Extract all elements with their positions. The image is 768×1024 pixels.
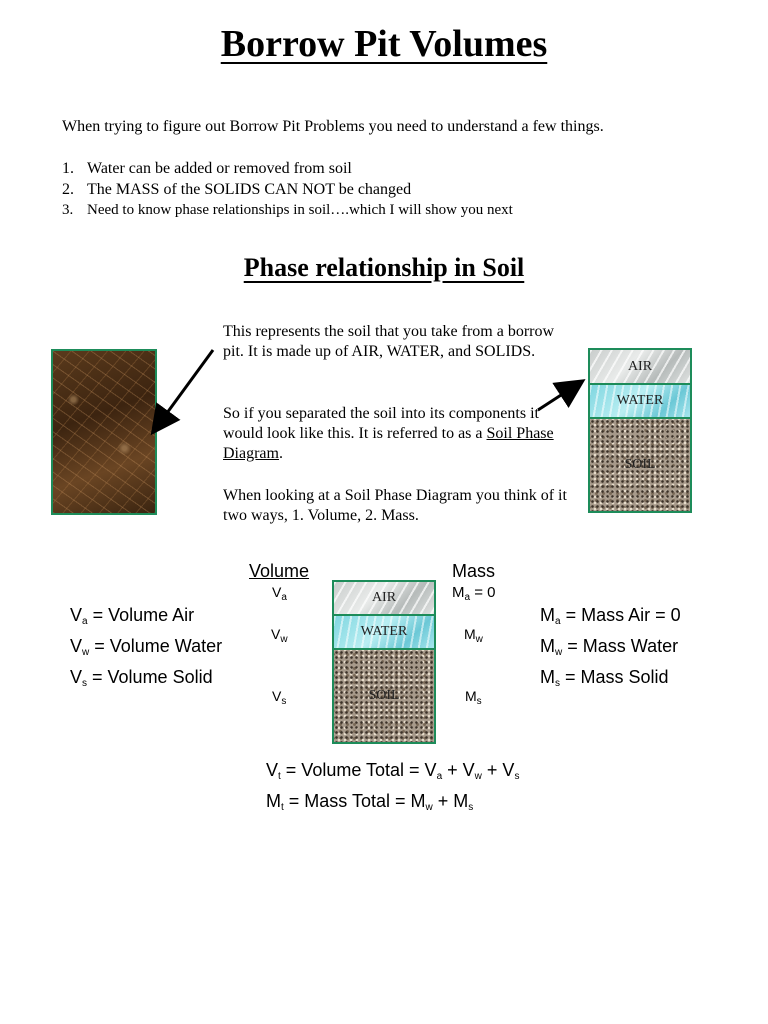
paragraph-soil-sample: This represents the soil that you take from a borrow pit. It is made up of AIR, WATER, and SOLIDS. — [223, 323, 555, 360]
definition-va: $V_a$ = Volume Air — [70, 605, 195, 627]
water-layer: WATER — [590, 385, 690, 417]
soil-layer: SOIL — [334, 650, 434, 742]
phase-diagram-main — [332, 580, 436, 744]
section-title: Phase relationship in Soil — [243, 253, 525, 282]
symbol-mw: $M_w$ — [464, 626, 483, 645]
equation-mass-total: $M_t$ = Mass Total = $M_w + M_s$ — [266, 791, 474, 813]
water-layer: WATER — [334, 616, 434, 648]
definition-vs: $V_s$ = Volume Solid — [70, 667, 213, 689]
definition-ma: $M_a$ = Mass Air = 0 — [540, 605, 681, 627]
arrow-to-soil-sample — [156, 350, 213, 428]
page-title: Borrow Pit Volumes — [220, 23, 548, 65]
paragraph-phase-diagram: So if you separated the soil into its components it would look like this. It is referred to as a Soil Phase Diagram. — [223, 405, 554, 462]
list-item: 2. The MASS of the SOLIDS CAN NOT be changed — [62, 181, 412, 198]
air-layer: AIR — [590, 350, 690, 383]
symbol-vw: $V_w$ — [271, 626, 288, 645]
definition-ms: $M_s$ = Mass Solid — [540, 667, 669, 689]
list-item: 3. Need to know phase relationships in soil….which I will show you next — [62, 202, 513, 218]
air-layer: AIR — [334, 582, 434, 614]
total-equations — [266, 758, 519, 820]
symbol-vs: $V_s$ — [272, 688, 287, 707]
mass-heading: Mass — [452, 561, 496, 581]
paragraph-two-ways: When looking at a Soil Phase Diagram you think of it two ways, 1. Volume, 2. Mass. — [223, 487, 567, 524]
symbol-va: $V_a$ — [272, 584, 287, 603]
volume-definitions — [70, 603, 222, 696]
phase-diagram-small — [588, 348, 692, 513]
phase-diagram-term: Soil Phase Diagram — [223, 425, 554, 462]
symbol-ms: $M_s$ — [465, 688, 482, 707]
arrow-to-phase-diagram — [538, 384, 578, 410]
intro-text: When trying to figure out Borrow Pit Problems you need to understand a few things. — [62, 118, 604, 135]
equation-volume-total: $V_t$ = Volume Total = $V_a + V_w + V_s$ — [266, 760, 520, 782]
volume-heading: Volume — [249, 561, 310, 581]
symbol-ma: $M_a = 0$ — [452, 584, 496, 603]
mass-definitions — [540, 603, 681, 696]
list-item: 1. Water can be added or removed from soil — [62, 160, 352, 177]
soil-layer: SOIL — [590, 419, 690, 511]
definition-mw: $M_w$ = Mass Water — [540, 636, 679, 658]
definition-vw: $V_w$ = Volume Water — [70, 636, 223, 658]
